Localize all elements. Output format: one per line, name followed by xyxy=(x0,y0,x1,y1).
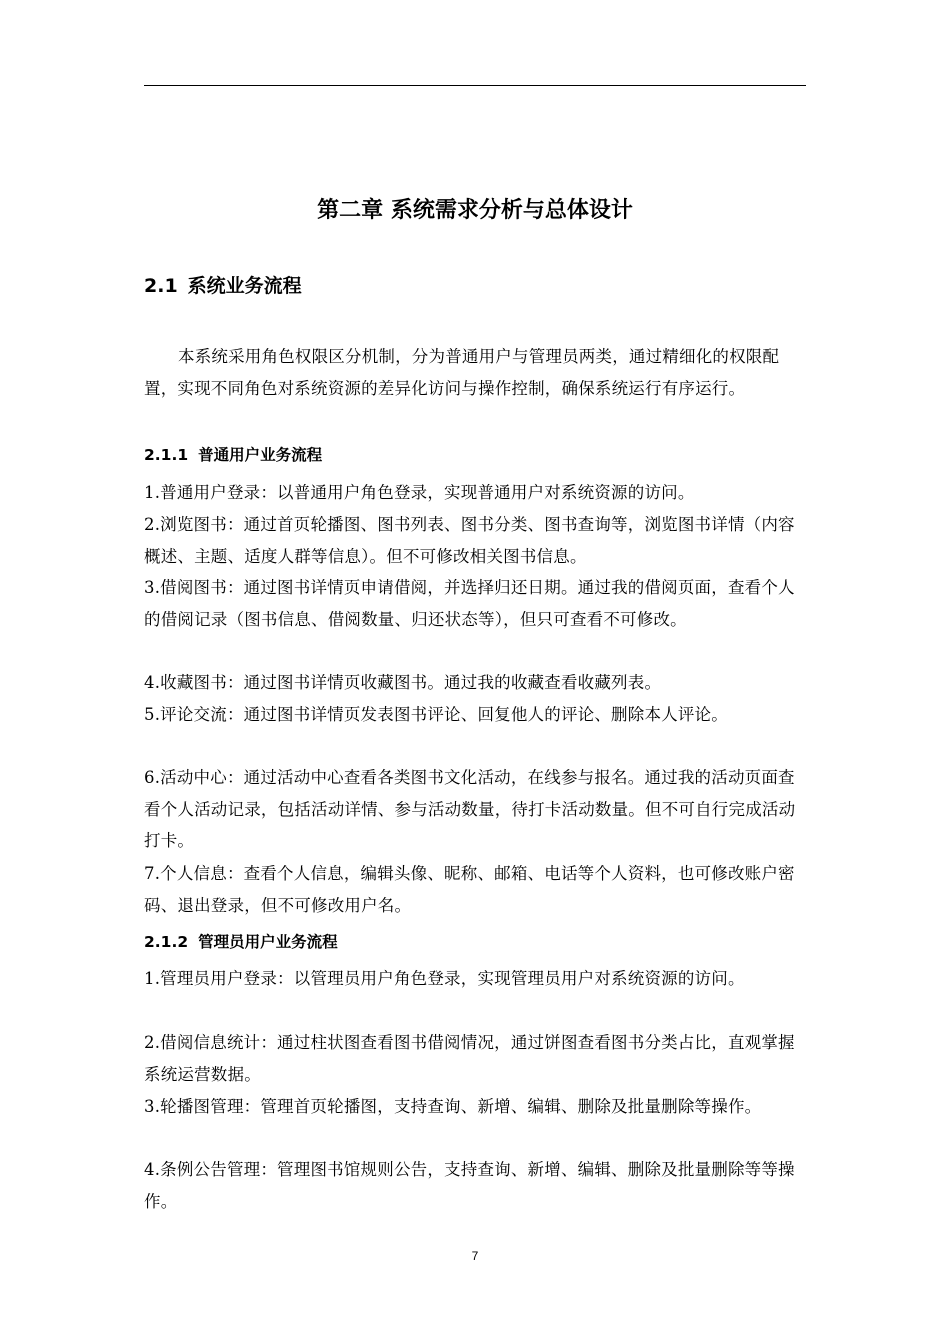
list-item: 3.借阅图书：通过图书详情页申请借阅，并选择归还日期。通过我的借阅页面，查看个人的借阅记录（图书信息、借阅数量、归还状态等），但只可查看不可修改。 xyxy=(144,578,795,629)
list-item: 4.条例公告管理：管理图书馆规则公告，支持查询、新增、编辑、删除及批量删除等等操作。 xyxy=(144,1160,795,1211)
section-title-text: 系统业务流程 xyxy=(187,275,302,297)
subsection-title-text: 普通用户业务流程 xyxy=(198,446,323,464)
list-item: 2.浏览图书：通过首页轮播图、图书列表、图书分类、图书查询等，浏览图书详情（内容概述、主题、适度人群等信息）。但不可修改相关图书信息。 xyxy=(144,515,795,566)
list-item: 6.活动中心：通过活动中心查看各类图书文化活动，在线参与报名。通过我的活动页面查看个人活动记录，包括活动详情、参与活动数量，待打卡活动数量。但不可自行完成活动打卡。 xyxy=(144,768,796,850)
list-item: 7.个人信息：查看个人信息，编辑头像、昵称、邮箱、电话等个人资料，也可修改账户密码、退出登录，但不可修改用户名。 xyxy=(144,864,795,915)
subsection-number: 2.1.2 xyxy=(144,933,189,951)
subsection-title-1 xyxy=(144,443,322,467)
list-item: 1.普通用户登录：以普通用户角色登录，实现普通用户对系统资源的访问。 xyxy=(144,483,695,502)
chapter-title: 第二章 系统需求分析与总体设计 xyxy=(317,198,633,223)
subsection-title-2 xyxy=(144,930,338,954)
subsection-number: 2.1.1 xyxy=(144,446,189,464)
section-number: 2.1 xyxy=(144,275,178,297)
header-rule xyxy=(144,85,806,86)
list-item: 1.管理员用户登录：以管理员用户角色登录，实现管理员用户对系统资源的访问。 xyxy=(144,969,745,988)
list-item: 5.评论交流：通过图书详情页发表图书评论、回复他人的评论、删除本人评论。 xyxy=(144,705,728,724)
page-number: 7 xyxy=(471,1249,479,1263)
section-title xyxy=(144,272,302,300)
section-intro-paragraph: 本系统采用角色权限区分机制，分为普通用户与管理员两类，通过精细化的权限配置，实现不同角色对系统资源的差异化访问与操作控制，确保系统运行有序运行。 xyxy=(144,347,780,398)
list-item: 3.轮播图管理：管理首页轮播图，支持查询、新增、编辑、删除及批量删除等操作。 xyxy=(144,1097,762,1116)
list-item: 2.借阅信息统计：通过柱状图查看图书借阅情况，通过饼图查看图书分类占比，直观掌握系统运营数据。 xyxy=(144,1033,795,1084)
subsection-title-text: 管理员用户业务流程 xyxy=(198,933,338,951)
list-item: 4.收藏图书：通过图书详情页收藏图书。通过我的收藏查看收藏列表。 xyxy=(144,673,662,692)
